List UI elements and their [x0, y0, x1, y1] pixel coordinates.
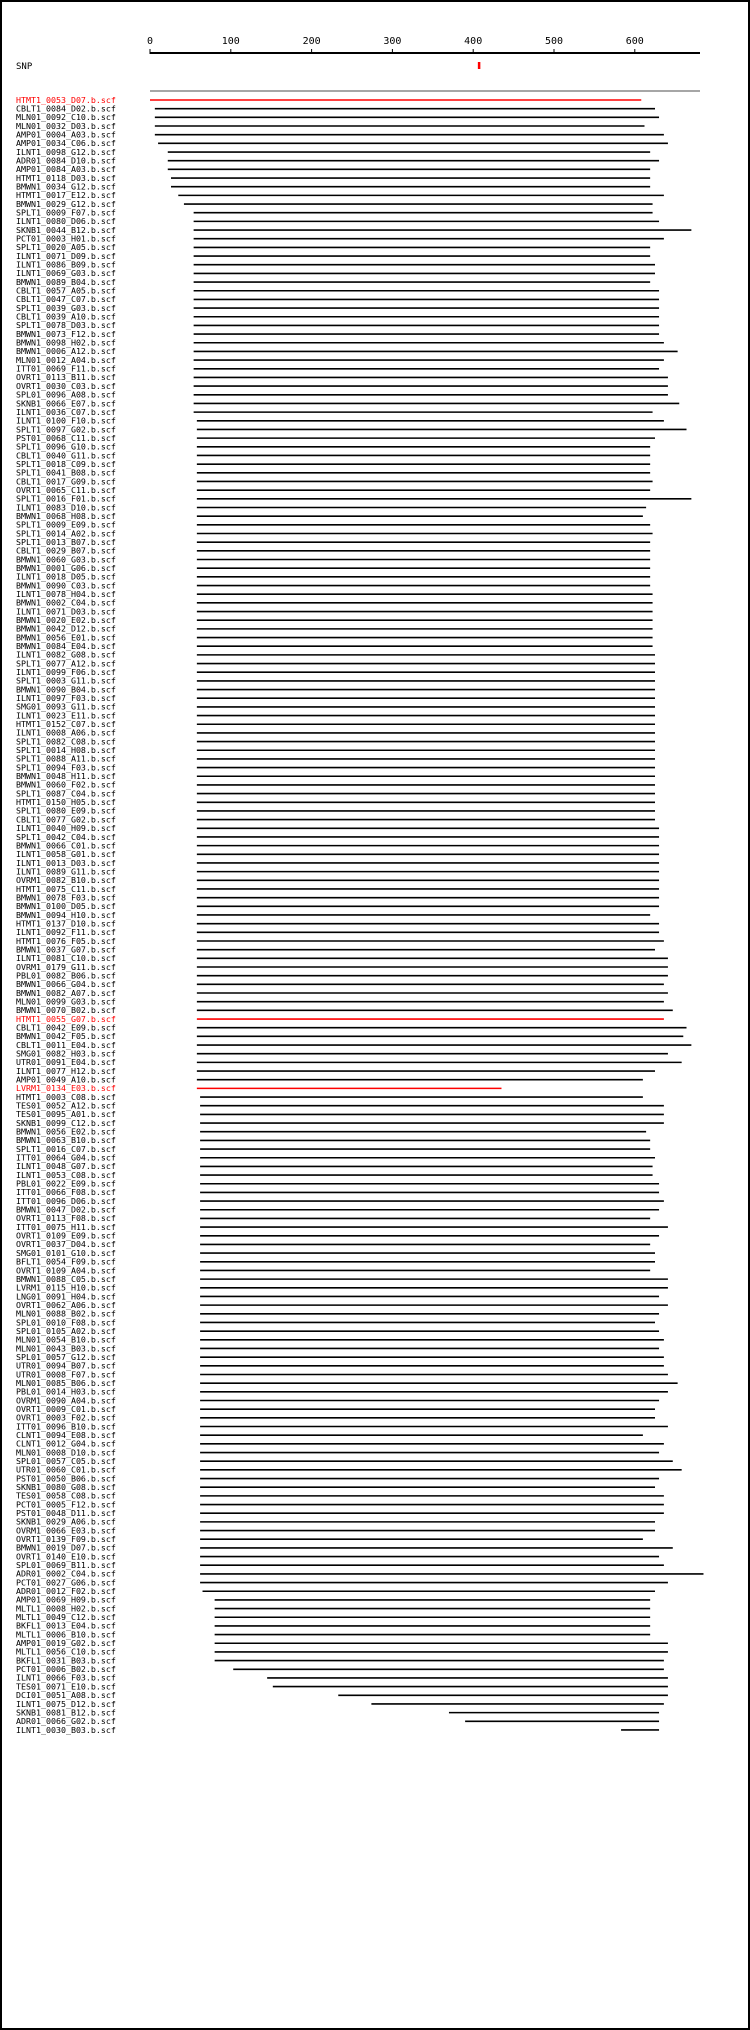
- read-name: ILNT1_0078_H04.b.scf: [16, 588, 116, 599]
- read-name: MLN01_0012_A04.b.scf: [16, 354, 116, 365]
- read-name: SPLT1_0080_E09.b.scf: [16, 805, 116, 816]
- read-name: UTR01_0008_F07.b.scf: [16, 1369, 116, 1380]
- read-name: SKNB1_0081_B12.b.scf: [16, 1707, 116, 1718]
- read-row: [16, 225, 691, 235]
- read-name: SPL01_0096_A08.b.scf: [16, 389, 116, 400]
- read-name: BMWN1_0078_F03.b.scf: [16, 892, 116, 903]
- read-name: OVRM1_0066_E03.b.scf: [16, 1525, 116, 1536]
- read-name: OVRT1_0139_F09.b.scf: [16, 1534, 116, 1545]
- read-name: ADR01_0084_D10.b.scf: [16, 155, 116, 166]
- read-name: BMWN1_0084_E04.b.scf: [16, 641, 116, 652]
- read-name: BMWN1_0001_G06.b.scf: [16, 562, 116, 573]
- read-name: ADR01_0012_F02.b.scf: [16, 1586, 116, 1597]
- read-name: OVRT1_0003_F02.b.scf: [16, 1412, 116, 1423]
- read-name: ILNT1_0081_C10.b.scf: [16, 953, 116, 964]
- read-name: SPL01_0057_C05.b.scf: [16, 1455, 116, 1466]
- read-name: ILNT1_0008_A06.b.scf: [16, 727, 116, 738]
- read-name: UTR01_0060_C01.b.scf: [16, 1464, 116, 1475]
- read-name: ILNT1_0100_F10.b.scf: [16, 415, 116, 426]
- read-name: PCT01_0003_H01.b.scf: [16, 233, 116, 244]
- read-name: ITT01_0069_F11.b.scf: [16, 363, 116, 374]
- read-row: [16, 1022, 687, 1032]
- read-name: PCT01_0027_G06.b.scf: [16, 1577, 116, 1588]
- read-name: CBLT1_0039_A10.b.scf: [16, 311, 116, 322]
- read-name: AMP01_0084_A03.b.scf: [16, 164, 116, 175]
- read-row: [16, 1569, 703, 1579]
- read-name: SPLT1_0096_G10.b.scf: [16, 441, 116, 452]
- read-name: ILNT1_0089_G11.b.scf: [16, 866, 116, 877]
- read-row: [16, 424, 687, 434]
- read-name: ILNT1_0083_D10.b.scf: [16, 502, 116, 513]
- read-name: BMWN1_0090_B04.b.scf: [16, 684, 116, 695]
- read-name: SPLT1_0020_A05.b.scf: [16, 242, 116, 253]
- read-name: SKNB1_0044_B12.b.scf: [16, 224, 116, 235]
- read-name: CLNT1_0012_G04.b.scf: [16, 1438, 116, 1449]
- read-name: OVRT1_0113_F08.b.scf: [16, 1213, 116, 1224]
- read-name: CBLT1_0029_B07.b.scf: [16, 545, 116, 556]
- snp-label: SNP: [16, 62, 33, 72]
- read-name: ILNT1_0023_E11.b.scf: [16, 710, 116, 721]
- read-name: OVRT1_0109_A04.b.scf: [16, 1265, 116, 1276]
- read-name: ILNT1_0053_C08.b.scf: [16, 1169, 116, 1180]
- read-name: SPLT1_0088_A11.b.scf: [16, 753, 116, 764]
- read-name: SPLT1_0014_H08.b.scf: [16, 745, 116, 756]
- read-name: CBLT1_0084_D02.b.scf: [16, 103, 116, 114]
- read-name: SPL01_0105_A02.b.scf: [16, 1325, 116, 1336]
- read-name: HTMT1_0053_D07.b.scf: [16, 94, 116, 105]
- read-name: TES01_0071_E10.b.scf: [16, 1681, 116, 1692]
- read-row: [16, 1725, 659, 1735]
- read-list: [16, 95, 703, 1735]
- read-name: CBLT1_0047_C07.b.scf: [16, 294, 116, 305]
- read-name: SPLT1_0018_C09.b.scf: [16, 458, 116, 469]
- read-name: PCT01_0005_F12.b.scf: [16, 1499, 116, 1510]
- read-name: BMWN1_0034_G12.b.scf: [16, 181, 116, 192]
- axis-tick-label: 100: [221, 36, 240, 47]
- read-name: HTMT1_0152_C07.b.scf: [16, 719, 116, 730]
- read-name: BMWN1_0094_H10.b.scf: [16, 909, 116, 920]
- read-name: OVRT1_0062_A06.b.scf: [16, 1299, 116, 1310]
- read-name: OVRT1_0113_B11.b.scf: [16, 372, 116, 383]
- read-alignment-chart: [2, 2, 748, 2028]
- axis-tick-label: 600: [625, 36, 644, 47]
- read-name: SKNB1_0066_E07.b.scf: [16, 398, 116, 409]
- read-name: BMWN1_0047_D02.b.scf: [16, 1204, 116, 1215]
- read-name: PBL01_0014_H03.b.scf: [16, 1386, 116, 1397]
- read-name: BMWN1_0073_F12.b.scf: [16, 328, 116, 339]
- read-name: BMWN1_0066_G04.b.scf: [16, 979, 116, 990]
- read-name: SKNB1_0080_G08.b.scf: [16, 1482, 116, 1492]
- read-name: SPLT1_0078_D03.b.scf: [16, 320, 116, 331]
- read-name: MLTL1_0056_C10.b.scf: [16, 1646, 116, 1657]
- read-name: HTMT1_0118_D03.b.scf: [16, 172, 116, 183]
- read-name: CBLT1_0042_E09.b.scf: [16, 1022, 116, 1033]
- read-name: BKFL1_0031_B03.b.scf: [16, 1655, 116, 1666]
- read-name: ILNT1_0097_F03.b.scf: [16, 693, 116, 704]
- read-name: MLTL1_0049_C12.b.scf: [16, 1612, 116, 1623]
- position-axis: [147, 36, 700, 54]
- read-name: ILNT1_0036_C07.b.scf: [16, 406, 116, 417]
- read-name: ITT01_0066_F08.b.scf: [16, 1187, 116, 1198]
- read-name: OVRT1_0109_E09.b.scf: [16, 1230, 116, 1241]
- read-name: ILNT1_0077_H12.b.scf: [16, 1065, 116, 1076]
- read-name: ADR01_0066_G02.b.scf: [16, 1716, 116, 1727]
- read-name: ILNT1_0013_D03.b.scf: [16, 857, 116, 868]
- read-name: ILNT1_0040_H09.b.scf: [16, 823, 116, 834]
- read-name: HTMT1_0076_F05.b.scf: [16, 935, 116, 946]
- read-name: BMWN1_0082_A07.b.scf: [16, 987, 116, 998]
- read-name: SPL01_0010_F08.b.scf: [16, 1317, 116, 1328]
- read-name: BMWN1_0056_E02.b.scf: [16, 1126, 116, 1137]
- read-name: BMWN1_0070_B02.b.scf: [16, 1005, 116, 1016]
- read-name: AMP01_0019_G02.b.scf: [16, 1638, 116, 1649]
- read-name: BMWN1_0042_F05.b.scf: [16, 1031, 116, 1042]
- read-name: ILNT1_0086_B09.b.scf: [16, 259, 116, 270]
- read-name: SPLT1_0003_G11.b.scf: [16, 675, 116, 686]
- read-name: BMWN1_0020_E02.b.scf: [16, 615, 116, 625]
- read-name: SKNB1_0099_C12.b.scf: [16, 1117, 116, 1128]
- read-name: PST01_0050_B06.b.scf: [16, 1473, 116, 1484]
- read-name: OVRT1_0009_C01.b.scf: [16, 1403, 116, 1414]
- read-name: ILNT1_0075_D12.b.scf: [16, 1698, 116, 1709]
- read-name: MLN01_0008_D10.b.scf: [16, 1447, 116, 1458]
- read-name: TES01_0058_C08.b.scf: [16, 1490, 116, 1501]
- read-name: BMWN1_0098_H02.b.scf: [16, 337, 116, 348]
- read-name: HTMT1_0075_C11.b.scf: [16, 883, 116, 894]
- read-name: SPLT1_0094_F03.b.scf: [16, 762, 116, 773]
- read-name: SPLT1_0041_B08.b.scf: [16, 467, 116, 478]
- read-name: LNG01_0091_H04.b.scf: [16, 1291, 116, 1302]
- read-row: [16, 1040, 691, 1050]
- read-name: BMWN1_0060_G03.b.scf: [16, 554, 116, 565]
- read-name: HTMT1_0003_C08.b.scf: [16, 1091, 116, 1102]
- read-name: SPLT1_0077_A12.b.scf: [16, 658, 116, 669]
- read-name: ILNT1_0080_D06.b.scf: [16, 216, 116, 227]
- read-name: SPLT1_0087_C04.b.scf: [16, 788, 116, 799]
- read-name: BMWN1_0019_D07.b.scf: [16, 1542, 116, 1553]
- read-name: CBLT1_0077_G02.b.scf: [16, 814, 116, 825]
- read-name: MLN01_0092_C10.b.scf: [16, 112, 116, 123]
- read-name: SPL01_0057_G12.b.scf: [16, 1351, 116, 1362]
- snp-marker: [478, 62, 481, 69]
- read-name: DCI01_0051_A08.b.scf: [16, 1690, 116, 1701]
- read-name: ILNT1_0082_G08.b.scf: [16, 649, 116, 660]
- read-name: TES01_0095_A01.b.scf: [16, 1109, 116, 1120]
- read-name: SPLT1_0097_G02.b.scf: [16, 424, 116, 435]
- read-name: SKNB1_0029_A06.b.scf: [16, 1516, 116, 1527]
- read-name: CBLT1_0057_A05.b.scf: [16, 285, 116, 296]
- read-name: MLN01_0054_B10.b.scf: [16, 1334, 116, 1345]
- read-name: CBLT1_0040_G11.b.scf: [16, 450, 116, 461]
- read-name: ILNT1_0071_D03.b.scf: [16, 606, 116, 617]
- read-row: [16, 494, 691, 504]
- read-name: MLN01_0085_B06.b.scf: [16, 1377, 116, 1388]
- read-name: CLNT1_0094_E08.b.scf: [16, 1429, 116, 1440]
- read-name: ILNT1_0030_B03.b.scf: [16, 1724, 116, 1735]
- read-name: BMWN1_0068_H08.b.scf: [16, 510, 116, 521]
- read-name: HTMT1_0137_D10.b.scf: [16, 918, 116, 929]
- read-name: AMP01_0049_A10.b.scf: [16, 1074, 116, 1085]
- read-name: SPLT1_0014_A02.b.scf: [16, 528, 116, 539]
- read-name: LVRM1_0115_H10.b.scf: [16, 1282, 116, 1293]
- read-name: ILNT1_0066_F03.b.scf: [16, 1672, 116, 1683]
- read-name: MLN01_0032_D03.b.scf: [16, 120, 116, 131]
- read-name: ILNT1_0058_G01.b.scf: [16, 849, 116, 860]
- read-name: SPLT1_0016_F01.b.scf: [16, 493, 116, 504]
- read-name: BMWN1_0029_G12.b.scf: [16, 198, 116, 209]
- read-name: AMP01_0004_A03.b.scf: [16, 129, 116, 140]
- read-name: ILNT1_0099_F06.b.scf: [16, 667, 116, 678]
- read-name: ILNT1_0018_D05.b.scf: [16, 571, 116, 582]
- read-name: ILNT1_0048_G07.b.scf: [16, 1161, 116, 1172]
- read-name: BMWN1_0090_C03.b.scf: [16, 580, 116, 591]
- read-name: HTMT1_0055_G07.b.scf: [16, 1013, 116, 1024]
- read-name: BMWN1_0002_C04.b.scf: [16, 597, 116, 608]
- read-name: SMG01_0082_H03.b.scf: [16, 1048, 116, 1059]
- read-name: PCT01_0006_B02.b.scf: [16, 1664, 116, 1675]
- read-name: OVRM1_0082_B10.b.scf: [16, 875, 116, 886]
- read-name: MLN01_0088_B02.b.scf: [16, 1308, 116, 1319]
- read-name: AMP01_0034_C06.b.scf: [16, 138, 116, 149]
- read-name: UTR01_0091_E04.b.scf: [16, 1057, 116, 1068]
- read-name: BMWN1_0100_D05.b.scf: [16, 901, 116, 912]
- read-name: SPLT1_0082_C08.b.scf: [16, 736, 116, 747]
- read-name: OVRT1_0037_D04.b.scf: [16, 1239, 116, 1250]
- read-name: BMWN1_0088_C05.b.scf: [16, 1273, 116, 1284]
- read-name: SPLT1_0009_E09.b.scf: [16, 519, 116, 530]
- axis-tick-label: 0: [146, 36, 154, 47]
- read-name: BKFL1_0013_E04.b.scf: [16, 1620, 116, 1631]
- read-row: [16, 1031, 683, 1041]
- read-name: PBL01_0022_E09.b.scf: [16, 1178, 116, 1189]
- read-name: BMWN1_0006_A12.b.scf: [16, 346, 116, 357]
- read-name: ADR01_0002_C04.b.scf: [16, 1568, 116, 1579]
- read-name: UTR01_0094_B07.b.scf: [16, 1360, 116, 1371]
- read-name: OVRM1_0090_A04.b.scf: [16, 1395, 116, 1406]
- read-name: SPL01_0069_B11.b.scf: [16, 1560, 116, 1571]
- read-name: BMWN1_0063_B10.b.scf: [16, 1135, 116, 1146]
- read-name: SPLT1_0013_B07.b.scf: [16, 536, 116, 547]
- read-name: BMWN1_0089_B04.b.scf: [16, 276, 116, 287]
- read-name: ITT01_0096_B10.b.scf: [16, 1421, 116, 1432]
- read-name: TES01_0052_A12.b.scf: [16, 1100, 116, 1111]
- read-name: ILNT1_0098_G12.b.scf: [16, 146, 116, 157]
- read-name: SMG01_0093_G11.b.scf: [16, 701, 116, 712]
- read-name: PST01_0048_D11.b.scf: [16, 1508, 116, 1519]
- read-name: CBLT1_0011_E04.b.scf: [16, 1039, 116, 1050]
- read-name: SMG01_0101_G10.b.scf: [16, 1247, 116, 1258]
- read-name: ITT01_0096_D06.b.scf: [16, 1195, 116, 1206]
- read-name: AMP01_0069_H09.b.scf: [16, 1594, 116, 1605]
- read-name: CBLT1_0017_G09.b.scf: [16, 476, 116, 487]
- snp-track: [16, 62, 700, 91]
- read-name: BMWN1_0048_H11.b.scf: [16, 771, 116, 782]
- read-name: OVRM1_0179_G11.b.scf: [16, 961, 116, 972]
- axis-tick-label: 300: [383, 36, 402, 47]
- read-name: LVRM1_0134_E03.b.scf: [16, 1083, 116, 1094]
- read-name: BMWN1_0037_G07.b.scf: [16, 944, 116, 955]
- read-name: HTMT1_0017_E12.b.scf: [16, 190, 116, 201]
- read-name: ITT01_0064_G04.b.scf: [16, 1152, 116, 1163]
- read-name: OVRT1_0140_E10.b.scf: [16, 1551, 116, 1562]
- read-name: SPLT1_0039_G03.b.scf: [16, 302, 116, 313]
- read-name: BMWN1_0066_C01.b.scf: [16, 840, 116, 851]
- read-name: MLTL1_0008_H02.b.scf: [16, 1603, 116, 1614]
- read-name: ILNT1_0092_F11.b.scf: [16, 927, 116, 938]
- read-name: BMWN1_0060_F02.b.scf: [16, 779, 116, 790]
- read-name: SPLT1_0042_C04.b.scf: [16, 831, 116, 842]
- read-name: SPLT1_0016_C07.b.scf: [16, 1143, 116, 1154]
- read-name: OVRT1_0030_C03.b.scf: [16, 380, 116, 391]
- read-name: MLN01_0099_G03.b.scf: [16, 996, 116, 1007]
- read-name: OVRT1_0065_C11.b.scf: [16, 484, 116, 495]
- read-name: PBL01_0082_B06.b.scf: [16, 970, 116, 981]
- read-name: MLN01_0043_B03.b.scf: [16, 1343, 116, 1354]
- read-name: BMWN1_0042_D12.b.scf: [16, 623, 116, 634]
- read-name: BFLT1_0054_F09.b.scf: [16, 1256, 116, 1267]
- read-name: MLTL1_0006_B10.b.scf: [16, 1629, 116, 1640]
- read-name: ITT01_0075_H11.b.scf: [16, 1221, 116, 1232]
- read-name: BMWN1_0056_E01.b.scf: [16, 632, 116, 643]
- read-name: HTMT1_0150_H05.b.scf: [16, 797, 116, 808]
- read-name: ILNT1_0069_G03.b.scf: [16, 268, 116, 279]
- axis-tick-label: 200: [302, 36, 321, 47]
- axis-tick-label: 400: [464, 36, 483, 47]
- read-name: SPLT1_0009_F07.b.scf: [16, 207, 116, 218]
- read-name: PST01_0068_C11.b.scf: [16, 432, 116, 443]
- read-name: ILNT1_0071_D09.b.scf: [16, 250, 116, 261]
- axis-tick-label: 500: [544, 36, 564, 47]
